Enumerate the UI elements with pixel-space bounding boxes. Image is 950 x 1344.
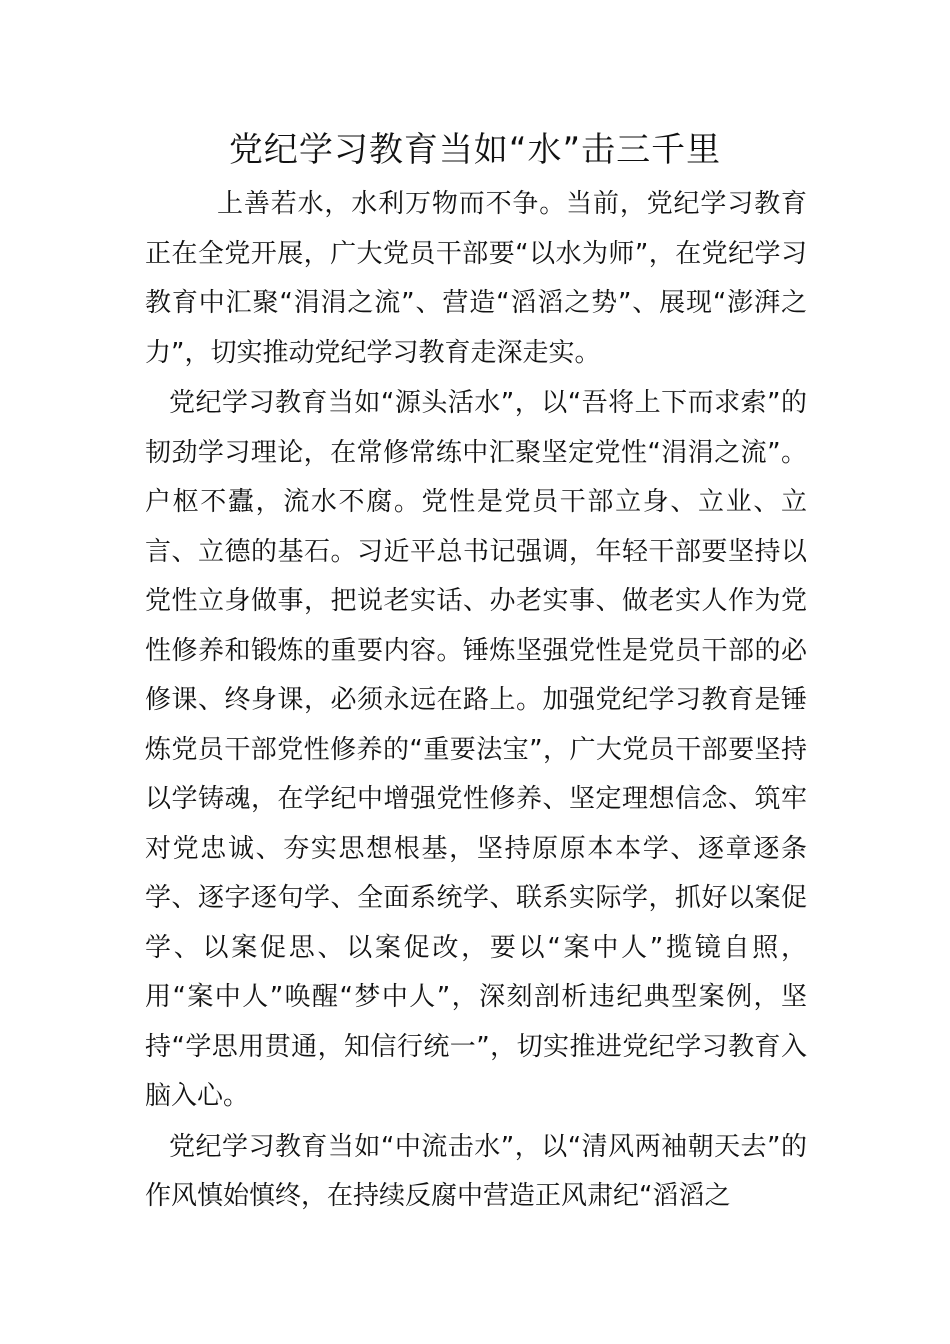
paragraph-midstream: 党纪学习教育当如“中流击水”，以“清风两袖朝天去”的作风慎始慎终，在持续反腐中营造正风肃纪“滔滔之 [145, 1131, 807, 1211]
paragraph-source-water: 党纪学习教育当如“源头活水”，以“吾将上下而求索”的韧劲学习理论，在常修常练中汇聚坚定党性“涓涓之流”。户枢不蠹，流水不腐。党性是党员干部立身、立业、立言、立德的基石。习近平总书记强调，年轻干部要坚持以党性立身做事，把说老实话、办老实事、做老实人作为党性修养和锻炼的重要内容。锤炼坚强党性是党员干部的必修课、终身课，必须永远在路上。加强党纪学习教育是锤炼党员干部党性修养的“重要法宝”，广大党员干部要坚持以学铸魂，在学纪中增强党性修养、坚定理想信念、筑牢对党忠诚、夯实思想根基，坚持原原本本学、逐章逐条学、逐字逐句学、全面系统学、联系实际学，抓好以案促学、以案促思、以案促改，要以“案中人”揽镜自照，用“案中人”唤醒“梦中人”，深刻剖析违纪典型案例，坚持“学思用贯通，知信行统一”，切实推进党纪学习教育入脑入心。 [145, 388, 807, 1111]
paragraph-intro: 上善若水，水利万物而不争。当前，党纪学习教育正在全党开展，广大党员干部要“以水为师”，在党纪学习教育中汇聚“涓涓之流”、营造“滔滔之势”、展现“澎湃之力”，切实推动党纪学习教育走深走实。 [145, 189, 807, 368]
document-body [145, 180, 807, 1222]
document-title: 党纪学习教育当如“水”击三千里 [228, 130, 722, 170]
